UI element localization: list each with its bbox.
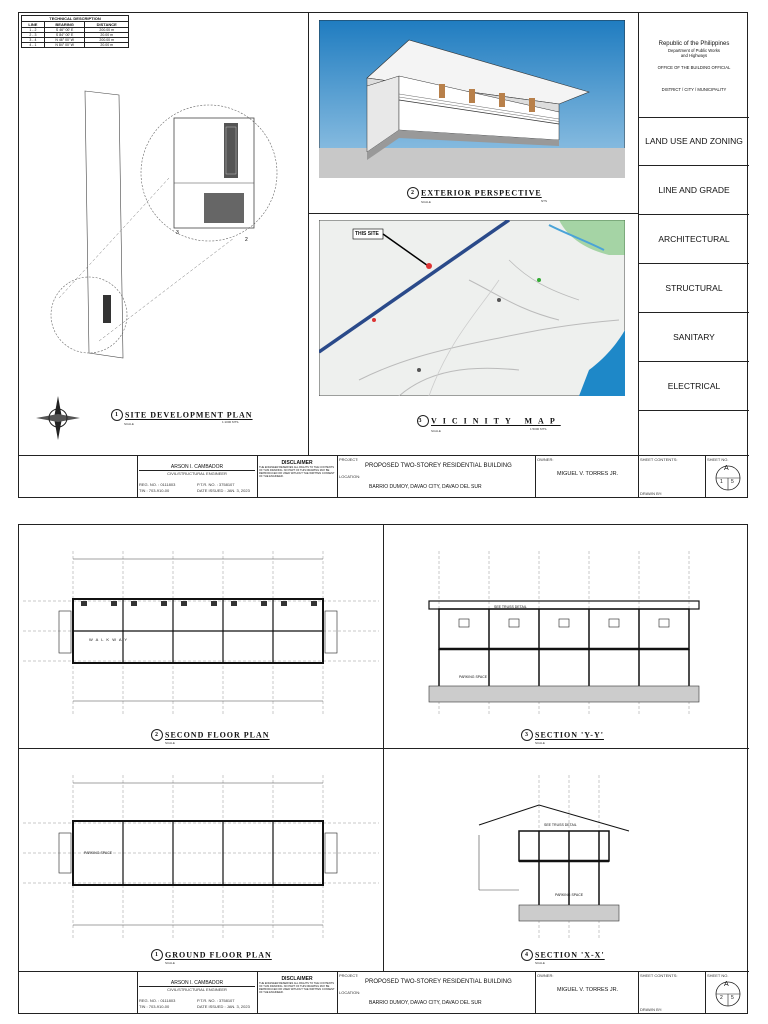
sheet-letter: A	[724, 465, 729, 472]
engineer-ptr: P.T.R. NO. : 3758107	[197, 482, 235, 487]
section-y-truss-label: SEE TRUSS DETAIL	[494, 605, 527, 609]
engineer-name: ARSON I. CAMBADOR	[139, 980, 255, 987]
sheet-total: 5	[731, 995, 734, 1001]
table-cell: 4 - 1	[22, 43, 45, 48]
section-y-y	[389, 551, 745, 721]
engineer-ptr: P.T.R. NO. : 3758107	[197, 998, 235, 1003]
vicinity-number: 3	[417, 415, 429, 427]
section-y-parking-label: PARKING SPACE	[459, 675, 488, 679]
table-cell: N 84° 00' W	[44, 43, 85, 48]
agency-line-1: Republic of the Philippines	[658, 41, 730, 47]
this-site-marker: THIS SITE	[355, 231, 379, 237]
ground-floor-number: 1	[151, 949, 163, 961]
table-cell: 2 - 3	[22, 33, 45, 38]
section-y-title: SECTION 'Y-Y'	[535, 730, 604, 740]
section-land-use: LAND USE AND ZONING	[645, 136, 743, 146]
section-x-number: 4	[521, 949, 533, 961]
table-cell: 20.00 m	[85, 33, 129, 38]
sheet-2	[18, 524, 748, 1014]
project-location: BARRIO DUMOY, DAVAO CITY, DAVAO DEL SUR	[369, 1000, 482, 1006]
owner-name: MIGUEL V. TORRES JR.	[557, 987, 619, 993]
disclaimer-text: THE ENGINEER RESERVES ALL RIGHTS TO THE CONTENTS OF THIS DRAWING. NO PART OF THIS DRAWING MAY BE REPRODUCED OR USED WITHOUT THE WRITTEN CONSENT OF THE ENGINEER.	[259, 982, 335, 994]
location-label: LOCATION:	[339, 990, 361, 995]
section-architectural: ARCHITECTURAL	[658, 234, 730, 244]
section-sanitary: SANITARY	[673, 332, 715, 342]
ground-parking-label: PARKING SPACE	[84, 851, 113, 855]
agency-line-2: Department of Public Works	[667, 48, 721, 53]
tech-header-distance: DISTANCE	[85, 22, 129, 28]
engineer-tin: TIN : 703-910-00	[139, 1004, 170, 1009]
sheet-num: 2	[720, 995, 723, 1001]
sheet-total: 5	[731, 479, 734, 485]
sheet-contents-label: SHEET CONTENTS:	[640, 457, 678, 462]
engineer-prc: REG. NO. : 0111803	[139, 482, 176, 487]
site-plan-title: SITE DEVELOPMENT PLAN	[125, 410, 253, 420]
engineer-tin: TIN : 703-910-00	[139, 488, 170, 493]
title-block-2	[19, 972, 749, 1015]
project-label: PROJECT:	[339, 973, 359, 978]
sheet-no-label: SHEET NO.	[707, 973, 729, 978]
table-cell: 1 - 2	[22, 28, 45, 33]
agency-district: DISTRICT / CITY / MUNICIPALITY	[661, 87, 727, 92]
sheet-num: 1	[720, 479, 723, 485]
technical-description-table	[21, 15, 129, 48]
table-cell: 20.00 m	[85, 43, 129, 48]
second-floor-plan	[23, 551, 379, 721]
tech-table-title: TECHNICAL DESCRIPTION	[22, 16, 129, 22]
site-plan-drawing	[39, 83, 309, 383]
table-cell: 200.00 m	[85, 28, 129, 33]
second-floor-number: 2	[151, 729, 163, 741]
section-line-grade: LINE AND GRADE	[658, 185, 730, 195]
title-block-1	[19, 456, 749, 499]
perspective-number: 2	[407, 187, 419, 199]
agency-office: OFFICE OF THE BUILDING OFFICIAL	[657, 65, 731, 70]
engineer-issued: DATE ISSUED : JAN. 3, 2023	[197, 1004, 250, 1009]
section-y-label	[521, 729, 604, 741]
project-name: PROPOSED TWO-STOREY RESIDENTIAL BUILDING	[365, 463, 512, 469]
exterior-perspective-render	[319, 20, 625, 178]
owner-label: OWNER:	[537, 457, 554, 462]
table-cell: N 46° 00' W	[44, 38, 85, 43]
section-electrical: ELECTRICAL	[667, 381, 721, 391]
ground-floor-label	[151, 949, 272, 961]
second-floor-label	[151, 729, 270, 741]
perspective-label	[407, 187, 542, 199]
disclaimer-title: DISCLAIMER	[281, 976, 313, 982]
section-x-title: SECTION 'X-X'	[535, 950, 605, 960]
agency-line-3: and Highways	[680, 53, 708, 58]
perspective-scale: SCALE	[421, 200, 431, 204]
vicinity-map	[319, 220, 625, 396]
engineer-issued: DATE ISSUED : JAN. 3, 2023	[197, 488, 250, 493]
agency-block	[639, 41, 749, 92]
disclaimer-text: THE ENGINEER RESERVES ALL RIGHTS TO THE CONTENTS OF THIS DRAWING. NO PART OF THIS DRAWING MAY BE REPRODUCED OR USED WITHOUT THE WRITTEN CONSENT OF THE ENGINEER.	[259, 466, 335, 478]
section-x-x	[439, 775, 699, 945]
second-floor-title: SECOND FLOOR PLAN	[165, 730, 270, 740]
walkway-label: W A L K W A Y	[89, 637, 129, 642]
owner-name: MIGUEL V. TORRES JR.	[557, 471, 619, 477]
tech-header-line: LINE	[22, 22, 45, 28]
vicinity-title: VICINITY MAP	[431, 416, 561, 426]
svg-text:2: 2	[245, 237, 248, 243]
vicinity-label	[417, 415, 561, 427]
section-x-parking-label: PARKING SPACE	[555, 893, 584, 897]
ground-floor-scale: SCALE	[165, 961, 175, 965]
section-structural: STRUCTURAL	[665, 283, 723, 293]
tech-header-bearing: BEARING	[44, 22, 85, 28]
table-cell: 3 - 4	[22, 38, 45, 43]
table-cell: S 46° 00' E	[44, 28, 85, 33]
ground-floor-plan	[23, 775, 379, 945]
engineer-prc: REG. NO. : 0111803	[139, 998, 176, 1003]
vicinity-ratio: 1:5000 MTS.	[530, 427, 548, 431]
permit-sections	[639, 117, 749, 411]
project-location: BARRIO DUMOY, DAVAO CITY, DAVAO DEL SUR	[369, 484, 482, 490]
site-plan-number: 1	[111, 409, 123, 421]
section-x-truss-label: SEE TRUSS DETAIL	[544, 823, 577, 827]
table-row	[22, 43, 129, 48]
north-arrow-icon	[33, 393, 83, 443]
table-cell: S 84° 00' E	[44, 33, 85, 38]
second-floor-scale: SCALE	[165, 741, 175, 745]
engineer-title: CIVIL/STRUCTURAL ENGINEER	[167, 987, 227, 992]
project-name: PROPOSED TWO-STOREY RESIDENTIAL BUILDING	[365, 979, 512, 985]
site-plan-ratio: 1:1000 MTS.	[222, 420, 240, 424]
section-x-scale: SCALE	[535, 961, 545, 965]
location-label: LOCATION:	[339, 474, 361, 479]
sheet-contents-label: SHEET CONTENTS:	[640, 973, 678, 978]
section-y-scale: SCALE	[535, 741, 545, 745]
engineer-title: CIVIL/STRUCTURAL ENGINEER	[167, 471, 227, 476]
perspective-title: EXTERIOR PERSPECTIVE	[421, 188, 542, 198]
svg-text:3: 3	[176, 230, 179, 236]
sheet-1	[18, 12, 748, 498]
site-plan-scale: SCALE	[124, 422, 134, 426]
section-y-number: 3	[521, 729, 533, 741]
drawn-by-label: DRAWN BY:	[640, 491, 663, 496]
sheet-no-label: SHEET NO.	[707, 457, 729, 462]
project-label: PROJECT:	[339, 457, 359, 462]
table-cell: 200.00 m	[85, 38, 129, 43]
sheet-letter: A	[724, 981, 729, 988]
section-x-label	[521, 949, 605, 961]
perspective-ratio: NTS	[541, 199, 547, 203]
disclaimer-title: DISCLAIMER	[281, 460, 313, 466]
vicinity-scale: SCALE	[431, 429, 441, 433]
owner-label: OWNER:	[537, 973, 554, 978]
drawn-by-label: DRAWN BY:	[640, 1007, 663, 1012]
ground-floor-title: GROUND FLOOR PLAN	[165, 950, 272, 960]
engineer-name: ARSON I. CAMBADOR	[139, 464, 255, 471]
